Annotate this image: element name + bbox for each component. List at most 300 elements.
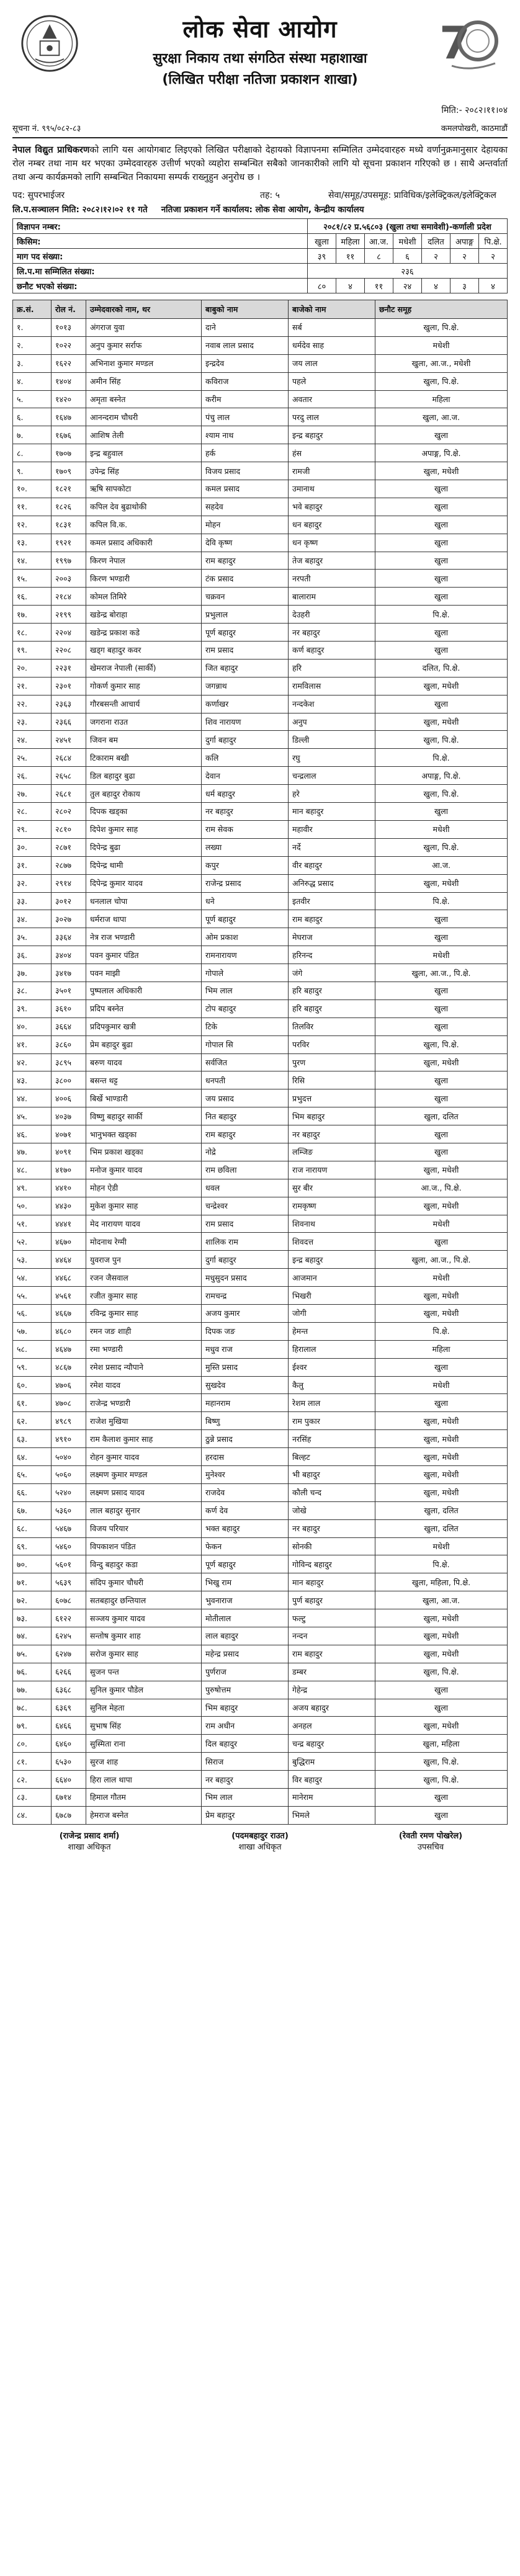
candidate-name: सुस्मिता राना xyxy=(86,1735,202,1753)
selection-group: मधेशी xyxy=(375,820,508,838)
signatory-name: (राजेन्द्र प्रसाद शर्मा) xyxy=(59,1831,120,1841)
table-row xyxy=(13,319,508,337)
father-name: कर्ण देव xyxy=(202,1501,289,1519)
candidate-name: लक्ष्मण कुमार मण्डल xyxy=(86,1466,202,1484)
category-label: किसिम: xyxy=(13,234,308,249)
grandfather-name: रघु xyxy=(289,749,375,767)
grandfather-name: धन कृष्ण xyxy=(289,534,375,552)
candidate-name: रजन जैसवाल xyxy=(86,1269,202,1287)
selection-group: खुला, पि.क्षे. xyxy=(375,1663,508,1681)
grandfather-name: विर बहादुर xyxy=(289,1771,375,1789)
candidate-name: हिमाल गौतम xyxy=(86,1789,202,1807)
candidate-name: राजेन्द्र भण्डारी xyxy=(86,1394,202,1412)
father-name: दुर्गा बहादुर xyxy=(202,731,289,749)
candidate-name: किरण भण्डारी xyxy=(86,570,202,588)
adv-label: विज्ञापन नम्बर: xyxy=(13,219,308,234)
roll-no: ४०९१ xyxy=(52,1143,86,1161)
table-row xyxy=(13,1394,508,1412)
candidate-name: सुभाष सिंह xyxy=(86,1717,202,1735)
selection-group: खुला, आ.ज. xyxy=(375,1591,508,1609)
category-cell: मधेशी xyxy=(393,234,422,249)
roll-no: ५३६० xyxy=(52,1501,86,1519)
roll-no: १०२२ xyxy=(52,336,86,354)
table-row xyxy=(13,1753,508,1771)
roll-no: १८२६ xyxy=(52,498,86,516)
candidate-name: सुजन पन्त xyxy=(86,1663,202,1681)
grandfather-name: परदु लाल xyxy=(289,408,375,426)
father-name: धवल xyxy=(202,1179,289,1197)
roll-no: १७०७ xyxy=(52,444,86,462)
candidate-name: कपिल देव बुढाथोकी xyxy=(86,498,202,516)
table-row xyxy=(13,928,508,946)
roll-no: ४४४१ xyxy=(52,1215,86,1233)
grandfather-name: जय लाल xyxy=(289,354,375,372)
post-name: पद: सुपरभाईजर xyxy=(12,190,65,200)
father-name: राम अधीन xyxy=(202,1717,289,1735)
selection-group: खुला xyxy=(375,928,508,946)
selection-group: खुला, आ.ज., मधेशी xyxy=(375,354,508,372)
grandfather-name: राम बहादुर xyxy=(289,910,375,928)
father-name: टंक प्रसाद xyxy=(202,570,289,588)
serial-no: २५. xyxy=(13,749,52,767)
roll-no: ३८९५ xyxy=(52,1053,86,1071)
candidate-name: आनन्दराम चौधरी xyxy=(86,408,202,426)
candidate-name: भिम प्रकाश खड्का xyxy=(86,1143,202,1161)
father-name: कर्णाखर xyxy=(202,695,289,713)
candidate-name: सरोज कुमार साह xyxy=(86,1645,202,1663)
table-row xyxy=(13,695,508,713)
selection-group: अपाङ्ग, पि.क्षे. xyxy=(375,767,508,785)
father-name: राम बहादुर xyxy=(202,552,289,570)
grandfather-name: कर्ण बहादुर xyxy=(289,642,375,660)
demand-label: माग पद संख्या: xyxy=(13,249,308,264)
demand-cell: २ xyxy=(479,249,508,264)
selection-group: खुला, पि.क्षे. xyxy=(375,785,508,803)
selection-group: मधेशी xyxy=(375,336,508,354)
father-name: कविराज xyxy=(202,372,289,390)
selection-group: खुला xyxy=(375,552,508,570)
post-level: तह: ५ xyxy=(260,190,280,200)
father-name: ओम प्रकाश xyxy=(202,928,289,946)
grandfather-name: भिम बहादुर xyxy=(289,1107,375,1125)
selection-group: मधेशी xyxy=(375,946,508,964)
candidate-name: खेमराज नेपाली (सार्की) xyxy=(86,659,202,677)
selection-group: आ.ज. xyxy=(375,856,508,874)
serial-no: ७८. xyxy=(13,1699,52,1717)
table-row xyxy=(13,1143,508,1161)
table-row xyxy=(13,1322,508,1340)
table-row xyxy=(13,462,508,480)
selection-group: खुला, महिला xyxy=(375,1735,508,1753)
roll-no: २००३ xyxy=(52,570,86,588)
candidate-name: जगराना राउत xyxy=(86,713,202,731)
signature-block xyxy=(198,1830,322,1852)
roll-no: १८३१ xyxy=(52,516,86,534)
serial-no: ६३. xyxy=(13,1430,52,1448)
roll-no: ४६७० xyxy=(52,1233,86,1251)
candidate-name: उपेन्द्र सिंह xyxy=(86,462,202,480)
roll-no: २३६३ xyxy=(52,695,86,713)
serial-no: ५०. xyxy=(13,1197,52,1215)
serial-no: ४५. xyxy=(13,1107,52,1125)
selection-group: खुला, मधेशी xyxy=(375,1645,508,1663)
table-row xyxy=(13,426,508,444)
serial-no: ४६. xyxy=(13,1125,52,1143)
serial-no: ४८. xyxy=(13,1161,52,1179)
serial-no: ४३. xyxy=(13,1071,52,1089)
table-row xyxy=(13,1627,508,1645)
candidate-name: सुनिल मेहता xyxy=(86,1699,202,1717)
demand-cell: ११ xyxy=(336,249,365,264)
serial-no: ७४. xyxy=(13,1627,52,1645)
candidate-name: सन्तोष कुमार शाह xyxy=(86,1627,202,1645)
candidate-name: रमन जङ शाही xyxy=(86,1322,202,1340)
roll-no: ३६१० xyxy=(52,1000,86,1017)
grandfather-name: रेशम लाल xyxy=(289,1394,375,1412)
selection-group: खुला, दलित xyxy=(375,1107,508,1125)
father-name: भिम लाल xyxy=(202,1789,289,1807)
selection-group: खुला, पि.क्षे. xyxy=(375,731,508,749)
grandfather-name: इन्द्र बहादुर xyxy=(289,426,375,444)
candidate-name: हेमराज बस्नेत xyxy=(86,1806,202,1824)
grandfather-name: गोविन्द बहादुर xyxy=(289,1555,375,1573)
grandfather-name: सुर बीर xyxy=(289,1179,375,1197)
grandfather-name: आजमान xyxy=(289,1269,375,1287)
selection-group: खुला xyxy=(375,1358,508,1376)
father-name: पुर्णराज xyxy=(202,1663,289,1681)
serial-no: ३७. xyxy=(13,964,52,982)
table-row xyxy=(13,1269,508,1287)
roll-no: २८०२ xyxy=(52,803,86,821)
candidate-name: दिपेश कुमार साह xyxy=(86,820,202,838)
grandfather-name: नर बहादुर xyxy=(289,1519,375,1537)
grandfather-name: हरे xyxy=(289,785,375,803)
father-name: कपुर xyxy=(202,856,289,874)
roll-no: ३५०१ xyxy=(52,982,86,1000)
serial-no: ४२. xyxy=(13,1053,52,1071)
candidate-name: कपिल वि.क. xyxy=(86,516,202,534)
candidate-name: दिपेन्द्र बुढा xyxy=(86,838,202,856)
signatory-title: शाखा अधिकृत xyxy=(68,1842,111,1852)
roll-no: १८२१ xyxy=(52,480,86,498)
serial-no: ३८. xyxy=(13,982,52,1000)
table-row xyxy=(13,964,508,982)
table-row xyxy=(13,1233,508,1251)
selection-group: खुला, पि.क्षे. xyxy=(375,1771,508,1789)
table-row xyxy=(13,588,508,606)
demand-cell: ३९ xyxy=(308,249,336,264)
father-name: दिपक जङ xyxy=(202,1322,289,1340)
grandfather-name: प्रभुदत्त xyxy=(289,1089,375,1107)
serial-no: ३३. xyxy=(13,892,52,910)
table-row xyxy=(13,910,508,928)
table-row xyxy=(13,1412,508,1430)
father-name: हरदास xyxy=(202,1448,289,1466)
anniversary-logo-icon xyxy=(433,10,501,74)
serial-no: ९. xyxy=(13,462,52,480)
selection-group: खुला, मधेशी xyxy=(375,1448,508,1466)
table-row xyxy=(13,659,508,677)
candidate-name: धर्मराज थापा xyxy=(86,910,202,928)
category-cell: पि.क्षे. xyxy=(479,234,508,249)
roll-no: २४५१ xyxy=(52,731,86,749)
roll-no: ३८६० xyxy=(52,1035,86,1053)
serial-no: २२. xyxy=(13,695,52,713)
serial-no: १८. xyxy=(13,624,52,642)
table-row xyxy=(13,1771,508,1789)
selection-group: दलित, पि.क्षे. xyxy=(375,659,508,677)
table-row xyxy=(13,946,508,964)
father-name: कमल प्रसाद xyxy=(202,480,289,498)
father-name: शिव नारायण xyxy=(202,713,289,731)
grandfather-name: देउहरी xyxy=(289,606,375,624)
table-row xyxy=(13,1304,508,1322)
table-row xyxy=(13,1609,508,1627)
grandfather-name: नर बहादुर xyxy=(289,1125,375,1143)
grandfather-name: नरपती xyxy=(289,570,375,588)
grandfather-name: ईश्वर xyxy=(289,1358,375,1376)
notice-meta-row xyxy=(12,119,508,138)
candidate-name: पवन माझी xyxy=(86,964,202,982)
candidate-name: अमृता बस्नेत xyxy=(86,390,202,408)
signatory-name: (रेवती रमण पोखरेल) xyxy=(398,1831,463,1841)
table-row xyxy=(13,1197,508,1215)
roll-no: १६२२ xyxy=(52,354,86,372)
serial-no: ५२. xyxy=(13,1233,52,1251)
selection-group: खुला xyxy=(375,588,508,606)
roll-no: ५२४० xyxy=(52,1483,86,1501)
grandfather-name: बिल्हट xyxy=(289,1448,375,1466)
selection-group: खुला xyxy=(375,642,508,660)
roll-no: ४५६१ xyxy=(52,1287,86,1305)
father-name: देवान xyxy=(202,767,289,785)
candidate-name: रमा भण्डारी xyxy=(86,1340,202,1358)
father-name: भुवनाराज xyxy=(202,1591,289,1609)
grandfather-name: रामजी xyxy=(289,462,375,480)
grandfather-name: फल्टु xyxy=(289,1609,375,1627)
roll-no: ४१७० xyxy=(52,1161,86,1179)
serial-no: ५१. xyxy=(13,1215,52,1233)
table-row xyxy=(13,982,508,1000)
candidate-name: सञ्जय कुमार यादव xyxy=(86,1609,202,1627)
grandfather-name: शिवनाथ xyxy=(289,1215,375,1233)
grandfather-name: पुर्ण बहादुर xyxy=(289,1591,375,1609)
selection-group: खुला, मधेशी xyxy=(375,1717,508,1735)
serial-no: २. xyxy=(13,336,52,354)
selection-group: खुला, मधेशी xyxy=(375,1609,508,1627)
serial-no: ७५. xyxy=(13,1645,52,1663)
selected-cell: २४ xyxy=(393,279,422,293)
father-name: टोप बहादुर xyxy=(202,1000,289,1017)
serial-no: ८२. xyxy=(13,1771,52,1789)
table-row xyxy=(13,803,508,821)
serial-no: ७०. xyxy=(13,1555,52,1573)
selection-group: अपाङ्ग, पि.क्षे. xyxy=(375,444,508,462)
grandfather-name: बुद्धिराम xyxy=(289,1753,375,1771)
candidate-name: राम कैलाश कुमार साह xyxy=(86,1430,202,1448)
selection-group: खुला, पि.क्षे. xyxy=(375,372,508,390)
grandfather-name: शिवदत्त xyxy=(289,1233,375,1251)
table-row xyxy=(13,498,508,516)
father-name: भक्त बहादुर xyxy=(202,1519,289,1537)
table-row xyxy=(13,354,508,372)
selection-group: खुला, मधेशी xyxy=(375,1412,508,1430)
selection-group: पि.क्षे. xyxy=(375,892,508,910)
roll-no: ४९८९ xyxy=(52,1412,86,1430)
father-name: सर्वजित xyxy=(202,1053,289,1071)
father-name: पुरुषोत्तम xyxy=(202,1681,289,1699)
serial-no: ६८. xyxy=(13,1519,52,1537)
selection-group: खुला xyxy=(375,570,508,588)
selection-group: मधेशी xyxy=(375,1215,508,1233)
signatory-title: शाखा अधिकृत xyxy=(238,1842,282,1852)
grandfather-name: धन बहादुर xyxy=(289,516,375,534)
serial-no: ७१. xyxy=(13,1573,52,1591)
candidate-name: सुरज शाह xyxy=(86,1753,202,1771)
serial-no: ३६. xyxy=(13,946,52,964)
selection-group: खुला xyxy=(375,516,508,534)
result-office: नतिजा प्रकाशन गर्ने कार्यालय: लोक सेवा आयोग, केन्द्रीय कार्यालय xyxy=(161,205,364,215)
grandfather-name: भिमले xyxy=(289,1806,375,1824)
serial-no: १२. xyxy=(13,516,52,534)
division-title: सुरक्षा निकाय तथा संगठित संस्था महाशाखा xyxy=(153,51,367,66)
table-row xyxy=(13,516,508,534)
table-row xyxy=(13,390,508,408)
roll-no: ३६६४ xyxy=(52,1017,86,1035)
serial-no: १७. xyxy=(13,606,52,624)
serial-no: २०. xyxy=(13,659,52,677)
grandfather-name: हरि बहादुर xyxy=(289,982,375,1000)
roll-no: ६३६९ xyxy=(52,1699,86,1717)
candidate-name: किरण नेपाल xyxy=(86,552,202,570)
table-row xyxy=(13,874,508,892)
table-row xyxy=(13,1789,508,1807)
table-row xyxy=(13,785,508,803)
father-name: मोतीलाल xyxy=(202,1609,289,1627)
roll-no: ४०३७ xyxy=(52,1107,86,1125)
table-row xyxy=(13,1215,508,1233)
notice-body-text: को लागि यस आयोगबाट लिइएको लिखित परीक्षाको देहायको विज्ञापनमा सम्मिलित उम्मेदवारहरु मध्ये वर्णानुक्रमानुसार देहायका रोल नम्बर तथा नाम थर भएका उम्मेदवारहरु उत्तीर्ण भएको व्यहोरा सम्बन्धित सबैको जानकारीको लागि यो सूचना प्रकाशन गरिएको छ । साथै अन्तर्वार्ता तथा अन्य कार्यक्रमको लागि सम्बन्धित निकायमा सम्पर्क राख्नुहुन अनुरोध छ । xyxy=(12,145,508,182)
father-name: भिम लाल xyxy=(202,982,289,1000)
roll-no: २६८१ xyxy=(52,785,86,803)
category-cell: खुला xyxy=(308,234,336,249)
selection-group: खुला xyxy=(375,1089,508,1107)
grandfather-name: वीर बहादुर xyxy=(289,856,375,874)
table-row xyxy=(13,336,508,354)
selection-group: खुला xyxy=(375,982,508,1000)
candidate-name: संदिप कुमार चौधरी xyxy=(86,1573,202,1591)
father-name: प्रभुलाल xyxy=(202,606,289,624)
selection-group: खुला, मधेशी xyxy=(375,1483,508,1501)
serial-no: ८१. xyxy=(13,1753,52,1771)
father-name: विजय प्रसाद xyxy=(202,462,289,480)
father-name: महेन्द्र प्रसाद xyxy=(202,1645,289,1663)
table-row xyxy=(13,1681,508,1699)
candidate-name: खडेन्द्र प्रकाश कडे xyxy=(86,624,202,642)
grandfather-name: मानेराम xyxy=(289,1789,375,1807)
father-name: पूर्ण बहादुर xyxy=(202,910,289,928)
roll-no: ४७०८ xyxy=(52,1394,86,1412)
selected-cell: ४ xyxy=(422,279,451,293)
serial-no: ६२. xyxy=(13,1412,52,1430)
father-name: गोपाल सि xyxy=(202,1035,289,1053)
table-row xyxy=(13,1035,508,1053)
selection-group: खुला xyxy=(375,1394,508,1412)
table-row xyxy=(13,1501,508,1519)
grandfather-name: रामकृष्ण xyxy=(289,1197,375,1215)
candidate-name: खडेन्द्र बोराहा xyxy=(86,606,202,624)
serial-no: ३२. xyxy=(13,874,52,892)
psc-emblem-icon xyxy=(20,14,79,73)
grandfather-name: हरि बहादुर xyxy=(289,1000,375,1017)
roll-no: ५६०१ xyxy=(52,1555,86,1573)
father-name: भिम बहादुर xyxy=(202,1699,289,1717)
father-name: ठुन्ने प्रसाद xyxy=(202,1430,289,1448)
candidate-name: ऋषि सापकोटा xyxy=(86,480,202,498)
service-group: सेवा/समूह/उपसमूह: प्राविधिक/इलेक्ट्रिकल/इलेक्ट्रिकल xyxy=(328,190,496,200)
father-name: राम प्रसाद xyxy=(202,642,289,660)
table-row xyxy=(13,1806,508,1824)
selection-group: खुला, पि.क्षे. xyxy=(375,1753,508,1771)
candidate-name: पुष्पलाल अधिकारी xyxy=(86,982,202,1000)
candidate-name: सुनिल कुमार पौडेल xyxy=(86,1681,202,1699)
grandfather-name: तिलविर xyxy=(289,1017,375,1035)
roll-no: २३०१ xyxy=(52,677,86,695)
candidate-name: विष्णु बहादुर सार्की xyxy=(86,1107,202,1125)
candidate-name: प्रदिप बस्नेत xyxy=(86,1000,202,1017)
grandfather-name: सोनकी xyxy=(289,1537,375,1555)
selection-group: खुला xyxy=(375,534,508,552)
candidate-name: सतबहादुर छन्तियाल xyxy=(86,1591,202,1609)
signature-block xyxy=(27,1830,151,1852)
grandfather-name: चन्द्रलाल xyxy=(289,767,375,785)
grandfather-name: जंगे xyxy=(289,964,375,982)
father-name: मधुसुदन प्रसाद xyxy=(202,1269,289,1287)
roll-no: ६४६६ xyxy=(52,1717,86,1735)
table-row xyxy=(13,713,508,731)
selection-group: खुला xyxy=(375,1233,508,1251)
candidate-name: युवराज पुन xyxy=(86,1251,202,1269)
father-name: कलि xyxy=(202,749,289,767)
selection-group: खुला xyxy=(375,480,508,498)
serial-no: ४७. xyxy=(13,1143,52,1161)
roll-no: १७०९ xyxy=(52,462,86,480)
table-row xyxy=(13,892,508,910)
col-header-roll: रोल नं. xyxy=(52,300,86,319)
selection-group: खुला, मधेशी xyxy=(375,1430,508,1448)
father-name: धर्म बहादुर xyxy=(202,785,289,803)
selection-group: खुला xyxy=(375,910,508,928)
selection-group: खुला xyxy=(375,1806,508,1824)
serial-no: ७२. xyxy=(13,1591,52,1609)
father-name: नोद्रे xyxy=(202,1143,289,1161)
serial-no: ५७. xyxy=(13,1322,52,1340)
serial-no: ३९. xyxy=(13,1000,52,1017)
serial-no: ३५. xyxy=(13,928,52,946)
grandfather-name: परविर xyxy=(289,1035,375,1053)
table-row xyxy=(13,1251,508,1269)
candidate-name: नेत्र राज भण्डारी xyxy=(86,928,202,946)
father-name: हर्क xyxy=(202,444,289,462)
selection-group: खुला xyxy=(375,1017,508,1035)
serial-no: १५. xyxy=(13,570,52,588)
grandfather-name: नन्दन xyxy=(289,1627,375,1645)
grandfather-name: बालाराम xyxy=(289,588,375,606)
roll-no: १०१३ xyxy=(52,319,86,337)
col-header-group: छनौट समूह xyxy=(375,300,508,319)
candidate-name: प्रेम बहादुर बुढा xyxy=(86,1035,202,1053)
father-name: मुनेश्वर xyxy=(202,1466,289,1484)
